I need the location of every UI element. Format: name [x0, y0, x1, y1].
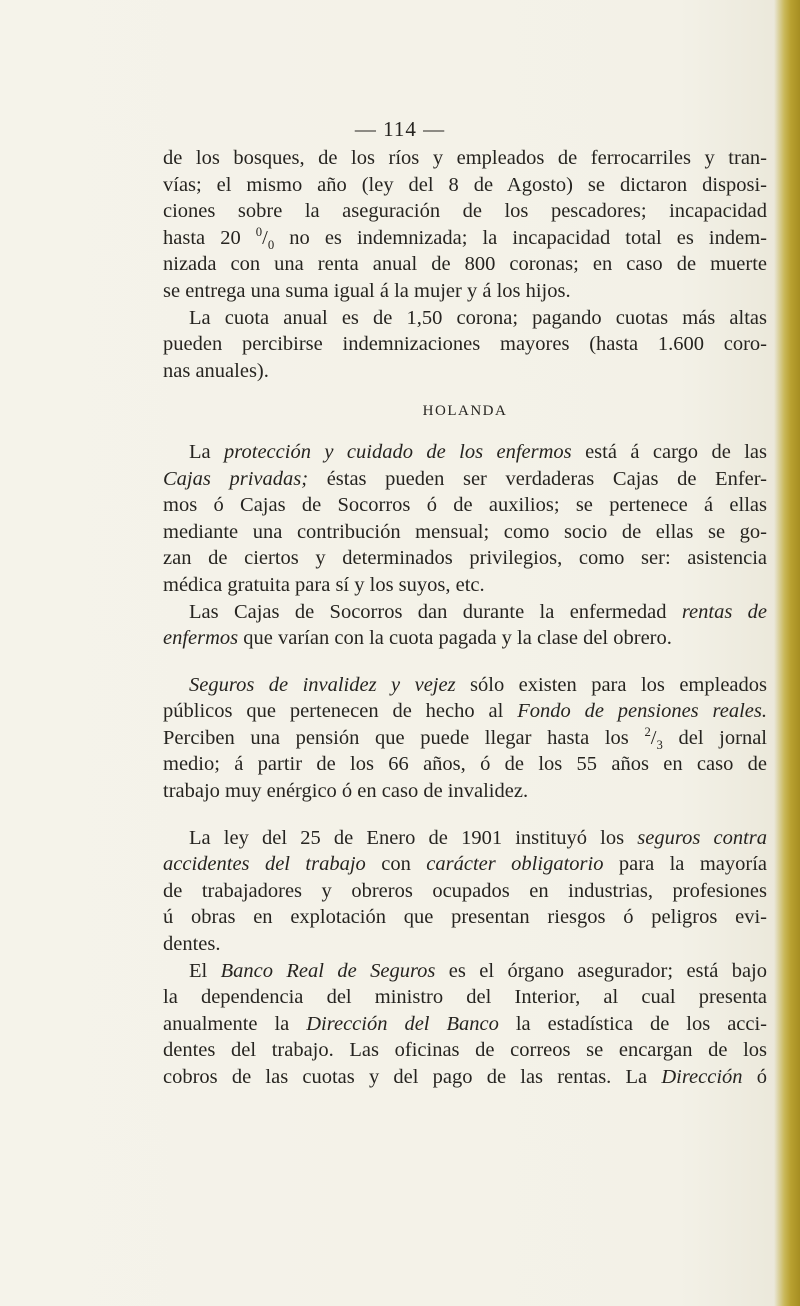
- paragraph-2: [163, 305, 767, 385]
- page-number: — 114 —: [354, 117, 446, 141]
- text-line: hasta 20 $^0/_0$ no es indemnizada; la incapacidad total es indem-: [163, 224, 768, 252]
- italic-term: protección y cuidado de los enfermos: [224, 440, 572, 463]
- text-line: cobros de las cuotas y del pago de las rentas. La Dirección ó: [163, 1066, 767, 1088]
- italic-term: Fondo de pensiones reales.: [517, 700, 767, 723]
- italic-term: Dirección del Banco: [306, 1012, 499, 1035]
- paragraph-4: [163, 599, 767, 652]
- body-text: [163, 145, 767, 1091]
- text-line: ciones sobre la aseguración de los pescadores; incapacidad: [163, 200, 767, 223]
- italic-term: Cajas privadas;: [163, 467, 309, 490]
- italic-term: Seguros de invalidez y vejez: [189, 673, 456, 696]
- text-line: dentes del trabajo. Las oficinas de correos se encargan de los: [163, 1039, 767, 1062]
- text-line: mos ó Cajas de Socorros ó de auxilios; se pertenece á ellas: [163, 494, 767, 517]
- italic-term: enfermos: [163, 627, 239, 650]
- page-edge-shading: [774, 0, 800, 1306]
- text-line: Las Cajas de Socorros dan durante la enfermedad rentas de: [189, 600, 768, 623]
- text-line: de los bosques, de los ríos y empleados de ferrocarriles y tran-: [163, 147, 767, 169]
- fraction-slash: /: [650, 726, 657, 749]
- paragraph-gap: [163, 652, 767, 672]
- text-line: dentes.: [163, 933, 221, 956]
- text-line: La ley del 25 de Enero de 1901 instituyó los seguros contra: [189, 826, 767, 849]
- text-line: la dependencia del ministro del Interior, al cual presenta: [163, 986, 767, 1009]
- text-line: nas anuales).: [163, 359, 269, 382]
- italic-term: Dirección: [661, 1066, 743, 1088]
- paragraph-gap: [163, 805, 767, 825]
- text-line: enfermos que varían con la cuota pagada y la clase del obrero.: [163, 627, 672, 650]
- italic-term: seguros contra: [637, 826, 767, 849]
- paragraph-3: [163, 439, 767, 599]
- text-line: nizada con una renta anual de 800 coronas; en caso de muerte: [163, 253, 767, 276]
- text-line: públicos que pertenecen de hecho al Fondo de pensiones reales.: [163, 700, 767, 723]
- paragraph-7: [163, 958, 767, 1091]
- text-line: ú obras en explotación que presentan riesgos ó peligros evi-: [163, 906, 767, 929]
- text-line: de trabajadores y obreros ocupados en industrias, profesiones: [163, 879, 767, 902]
- text-line: La cuota anual es de 1,50 corona; pagando cuotas más altas: [189, 306, 767, 329]
- fraction-denominator: 3: [656, 737, 663, 752]
- text-line: accidentes del trabajo con carácter obligatorio para la mayoría: [163, 853, 767, 876]
- text-line: Cajas privadas; éstas pueden ser verdaderas Cajas de Enfer-: [163, 467, 767, 490]
- italic-term: accidentes del trabajo: [163, 853, 366, 876]
- text-line: vías; el mismo año (ley del 8 de Agosto) se dictaron disposi-: [163, 173, 767, 196]
- text-line: Seguros de invalidez y vejez sólo existen para los empleados: [189, 673, 767, 696]
- percent-sign-top: 0: [255, 224, 263, 239]
- text-line: zan de ciertos y determinados privilegios, como ser: asistencia: [163, 547, 767, 570]
- italic-term: carácter obligatorio: [426, 853, 604, 876]
- paragraph-1: [163, 145, 767, 305]
- paragraph-5: [163, 672, 767, 805]
- percent-sign-slash: /: [262, 226, 268, 249]
- text-line: médica gratuita para sí y los suyos, etc.: [163, 573, 485, 596]
- text-line: pueden percibirse indemnizaciones mayores (hasta 1.600 coro-: [163, 333, 767, 356]
- paragraph-6: [163, 825, 767, 958]
- italic-term: rentas de: [681, 600, 768, 623]
- percent-sign-bottom: 0: [267, 237, 275, 252]
- text-line: se entrega una suma igual á la mujer y á los hijos.: [163, 279, 571, 302]
- text-line: anualmente la Dirección del Banco la estadística de los acci-: [163, 1012, 768, 1035]
- italic-term: Banco Real de Seguros: [220, 959, 436, 982]
- text-line: Perciben una pensión que puede llegar hasta los $^2/_3$ del jornal: [163, 725, 767, 752]
- fraction-numerator: 2: [644, 725, 651, 740]
- text-line: trabajo muy enérgico ó en caso de invalidez.: [163, 780, 529, 803]
- text-line: mediante una contribución mensual; como socio de ellas se go-: [163, 520, 767, 543]
- text-line: El Banco Real de Seguros es el órgano asegurador; está bajo: [189, 959, 768, 982]
- text-line: medio; á partir de los 66 años, ó de los 55 años en caso de: [163, 753, 767, 776]
- text-line: La protección y cuidado de los enfermos está á cargo de las: [189, 440, 767, 463]
- section-heading: HOLANDA: [422, 403, 508, 420]
